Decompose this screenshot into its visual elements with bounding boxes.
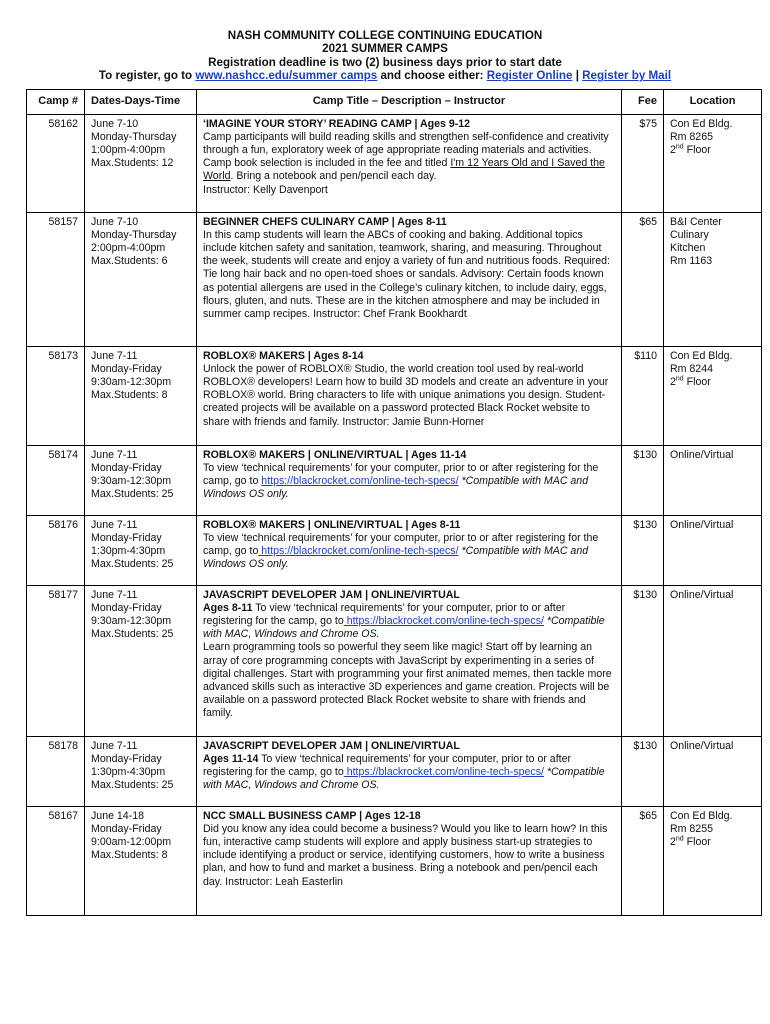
camp-description: ROBLOX® MAKERS | ONLINE/VIRTUAL | Ages 11-14 To view ‘technical requirements’ for your computer, prior to or after registering for the camp, go to https://blackrocket.com/online-tech-specs/ *Compatible with MAC and Windows OS only.	[197, 446, 622, 516]
camp-dates: June 7-11 Monday-Friday 9:30am-12:30pm Max.Students: 25	[85, 446, 197, 516]
camp-title: NCC SMALL BUSINESS CAMP | Ages 12-18	[203, 810, 421, 823]
camp-description: ‘IMAGINE YOUR STORY’ READING CAMP | Ages 9-12 Camp participants will build reading skills and strengthen self-confidence and creativity through a fun, exploratory week of age appropriate reading materials and activities. Camp book selection is included in the fee and titled I'm 12 Years Old and I Saved the World. Bring a notebook and pen/pencil each day. Instructor: Kelly Davenport	[197, 115, 622, 213]
camp-location: Online/Virtual	[664, 586, 762, 737]
camp-dates: June 7-11 Monday-Friday 1:30pm-4:30pm Max.Students: 25	[85, 737, 197, 807]
camp-location: B&I Center Culinary Kitchen Rm 1163	[664, 213, 762, 347]
col-header-camp: Camp #	[27, 90, 85, 115]
camps-table	[26, 89, 762, 916]
table-row	[27, 213, 762, 347]
camp-location: Con Ed Bldg. Rm 8265 2nd Floor	[664, 115, 762, 213]
camp-title: ROBLOX® MAKERS | Ages 8-14	[203, 350, 364, 363]
summer-camps-link[interactable]: www.nashcc.edu/summer camps	[195, 69, 378, 83]
register-instructions: To register, go to www.nashcc.edu/summer camps and choose either: Register Online | Register by Mail	[98, 69, 672, 83]
camp-dates: June 7-11 Monday-Friday 9:30am-12:30pm Max.Students: 8	[85, 347, 197, 446]
camp-dates: June 7-11 Monday-Friday 1:30pm-4:30pm Max.Students: 25	[85, 516, 197, 586]
camp-fee: $65	[622, 213, 664, 347]
camp-number: 58167	[27, 807, 85, 916]
camp-number: 58178	[27, 737, 85, 807]
camp-fee: $130	[622, 737, 664, 807]
tech-specs-link[interactable]: https://blackrocket.com/online-tech-specs/	[261, 475, 459, 488]
tech-specs-link[interactable]: https://blackrocket.com/online-tech-specs/	[343, 615, 544, 628]
table-row	[27, 807, 762, 916]
camp-description: NCC SMALL BUSINESS CAMP | Ages 12-18 Did you know any idea could become a business? Would you like to learn how? In this fun, interactive camp students will explore and apply business start-up strategies to include identifying a product or service, identifying customers, how to write a business plan, and how to fund and market a business. Bring a notebook and pen/pencil each day. Instructor: Leah Easterlin	[197, 807, 622, 916]
registration-deadline: Registration deadline is two (2) business days prior to start date	[208, 55, 562, 69]
camp-description: JAVASCRIPT DEVELOPER JAM | ONLINE/VIRTUAL Ages 8-11 To view ‘technical requirements’ for your computer, prior to or after registering for the camp, go to https://blackrocket.com/online-tech-specs/ *Compatible with MAC, Windows and Chrome OS. Learn programming tools so powerful they seem like magic! Start off by learning an array of core programming concepts with JavaScript by experimenting in a series of digital challenges. Start with programming your first animated memes, then tackle more advanced skills such as interactive 3D experiences and game creation. Projects will be available on a password protected Black Rocket website to share with friends and family.	[197, 586, 622, 737]
camp-number: 58176	[27, 516, 85, 586]
document-header	[0, 29, 770, 83]
camp-fee: $130	[622, 516, 664, 586]
camp-number: 58173	[27, 347, 85, 446]
col-header-title: Camp Title – Description – Instructor	[197, 90, 622, 115]
table-row	[27, 586, 762, 737]
camp-number: 58174	[27, 446, 85, 516]
camp-description: JAVASCRIPT DEVELOPER JAM | ONLINE/VIRTUAL Ages 11-14 To view ‘technical requirements’ for your computer, prior to or after registering for the camp, go to https://blackrocket.com/online-tech-specs/ *Compatible with MAC, Windows and Chrome OS.	[197, 737, 622, 807]
camp-description: BEGINNER CHEFS CULINARY CAMP | Ages 8-11 In this camp students will learn the ABCs of cooking and baking. Additional topics include kitchen safety and sanitation, teamwork, sharing, and measuring. Throughout the week, students will create and enjoy a variety of fun and nutritious foods. Required: Tie long hair back and no open-toed shoes or sandals. Advisory: Certain foods known as potential allergens are used in the College’s culinary kitchen, to include dairy, eggs, flours, gluten, and nuts. These are in the kitchen atmosphere and may be included in summer camp recipes. Instructor: Chef Frank Bookhardt	[197, 213, 622, 347]
camp-fee: $110	[622, 347, 664, 446]
camp-location: Online/Virtual	[664, 446, 762, 516]
tech-specs-link[interactable]: https://blackrocket.com/online-tech-specs/	[258, 545, 459, 558]
camp-location: Con Ed Bldg. Rm 8255 2nd Floor	[664, 807, 762, 916]
camp-title: BEGINNER CHEFS CULINARY CAMP | Ages 8-11	[203, 216, 447, 229]
camp-number: 58157	[27, 213, 85, 347]
camp-description: ROBLOX® MAKERS | ONLINE/VIRTUAL | Ages 8-11 To view ‘technical requirements’ for your computer, prior to or after registering for the camp, go to https://blackrocket.com/online-tech-specs/ *Compatible with MAC and Windows OS only.	[197, 516, 622, 586]
camp-dates: June 7-11 Monday-Friday 9:30am-12:30pm Max.Students: 25	[85, 586, 197, 737]
camp-location: Online/Virtual	[664, 737, 762, 807]
instructor: Instructor: Kelly Davenport	[203, 183, 328, 196]
book-title: I'm 12 Years Old and I Saved the World	[203, 157, 605, 183]
camp-title: JAVASCRIPT DEVELOPER JAM | ONLINE/VIRTUAL	[203, 589, 460, 602]
table-header-row	[27, 90, 762, 115]
camp-fee: $65	[622, 807, 664, 916]
camp-ages: Ages 11-14	[203, 753, 259, 766]
camp-title: ROBLOX® MAKERS | ONLINE/VIRTUAL | Ages 11-14	[203, 449, 467, 462]
camp-number: 58177	[27, 586, 85, 737]
col-header-dates: Dates-Days-Time	[85, 90, 197, 115]
camp-location: Online/Virtual	[664, 516, 762, 586]
register-by-mail-link[interactable]: Register by Mail	[582, 69, 672, 83]
camp-dates: June 7-10 Monday-Thursday 2:00pm-4:00pm Max.Students: 6	[85, 213, 197, 347]
camps-year-title: 2021 SUMMER CAMPS	[322, 42, 448, 56]
tech-specs-link[interactable]: https://blackrocket.com/online-tech-specs/	[343, 766, 544, 779]
col-header-location: Location	[664, 90, 762, 115]
camp-fee: $75	[622, 115, 664, 213]
camp-ages: Ages 8-11	[203, 602, 253, 615]
camp-description: ROBLOX® MAKERS | Ages 8-14 Unlock the power of ROBLOX® Studio, the world creation tool used by real-world ROBLOX® developers! Learn how to build 3D models and create an adventure in your ROBLOX® world. Bring characters to life with unique animations you design. Student- created projects will be available on a password protected Black Rocket website to share with friends and family. Instructor: Jamie Bunn-Horner	[197, 347, 622, 446]
camp-number: 58162	[27, 115, 85, 213]
camp-title: JAVASCRIPT DEVELOPER JAM | ONLINE/VIRTUAL	[203, 740, 460, 753]
camp-title: ROBLOX® MAKERS | ONLINE/VIRTUAL | Ages 8-11	[203, 519, 461, 532]
table-row	[27, 347, 762, 446]
camp-location: Con Ed Bldg. Rm 8244 2nd Floor	[664, 347, 762, 446]
register-online-link[interactable]: Register Online	[486, 69, 573, 83]
table-row	[27, 737, 762, 807]
camp-fee: $130	[622, 586, 664, 737]
camp-title: ‘IMAGINE YOUR STORY’ READING CAMP | Ages 9-12	[203, 118, 471, 131]
camp-dates: June 14-18 Monday-Friday 9:00am-12:00pm Max.Students: 8	[85, 807, 197, 916]
camp-fee: $130	[622, 446, 664, 516]
camp-dates: June 7-10 Monday-Thursday 1:00pm-4:00pm Max.Students: 12	[85, 115, 197, 213]
col-header-fee: Fee	[622, 90, 664, 115]
table-row	[27, 516, 762, 586]
table-row	[27, 115, 762, 213]
college-title: NASH COMMUNITY COLLEGE CONTINUING EDUCATION	[227, 29, 543, 42]
table-row	[27, 446, 762, 516]
